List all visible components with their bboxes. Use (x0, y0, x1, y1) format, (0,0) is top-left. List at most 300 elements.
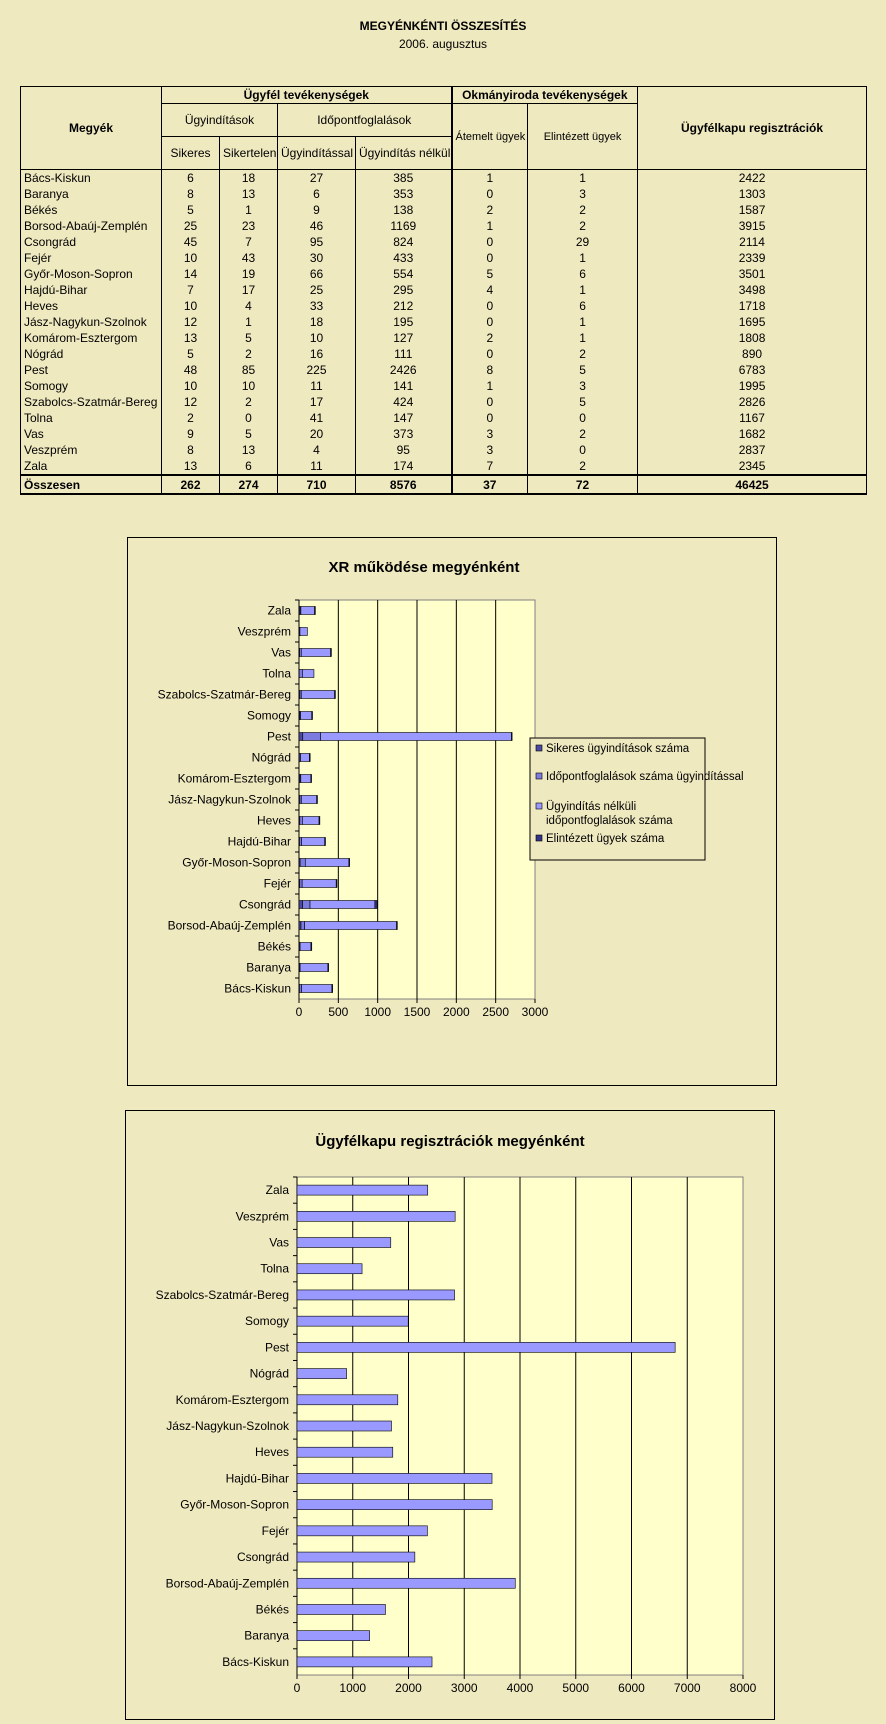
group-ugyfel: Ügyfél tevékenységek (162, 87, 452, 104)
bar-1 (303, 733, 321, 741)
cell-atemelt: 3 (452, 426, 528, 442)
legend-label (546, 771, 744, 783)
xr-chart (127, 537, 777, 1086)
cell-sikertelen: 0 (220, 410, 278, 426)
cell-elintezett: 5 (528, 362, 638, 378)
bar-0 (297, 1395, 398, 1405)
bar-0 (297, 1342, 675, 1352)
bar-0 (299, 901, 303, 909)
y-tick-label: Zala (267, 603, 291, 618)
cell-kapu: 2114 (638, 234, 867, 250)
legend-label: Elintézett ügyek száma (546, 833, 665, 845)
legend-line: időpontfoglalások száma (546, 815, 673, 827)
bar-2 (300, 943, 311, 951)
bar-0 (299, 733, 303, 741)
cell-kapu: 1808 (638, 330, 867, 346)
cell-nelkul: 147 (356, 410, 452, 426)
y-tick-label: Hajdú-Bihar (225, 1471, 289, 1486)
cell-county: Hajdú-Bihar (21, 282, 162, 298)
cell-elintezett: 1 (528, 314, 638, 330)
y-tick-label: Zala (265, 1183, 289, 1198)
cell-ugyinditassal: 95 (278, 234, 356, 250)
table-row (21, 234, 867, 250)
y-tick-label: Győr-Moson-Sopron (182, 855, 291, 870)
col-atemelt: Átemelt ügyek (452, 104, 528, 170)
cell-county: Veszprém (21, 442, 162, 458)
sub-idopont: Időpontfoglalások (278, 104, 452, 137)
cell-kapu: 2422 (638, 170, 867, 187)
cell-kapu: 2339 (638, 250, 867, 266)
legend-label: Sikeres ügyindítások száma (546, 743, 690, 755)
cell-county: Szabolcs-Szatmár-Bereg (21, 394, 162, 410)
total-ugyinditassal: 710 (278, 475, 356, 494)
cell-ugyinditassal: 10 (278, 330, 356, 346)
cell-elintezett: 1 (528, 170, 638, 187)
cell-nelkul: 212 (356, 298, 452, 314)
y-tick-label: Veszprém (235, 1209, 289, 1224)
cell-kapu: 2837 (638, 442, 867, 458)
y-tick-label: Fejér (263, 876, 291, 891)
y-tick-label: Borsod-Abaúj-Zemplén (167, 918, 291, 933)
col-sikertelen: Sikertelen (220, 137, 278, 170)
col-nelkul: Ügyindítás nélkül (356, 137, 452, 170)
bar-3 (375, 901, 377, 909)
bar-1 (300, 859, 305, 867)
cell-sikertelen: 6 (220, 458, 278, 475)
cell-sikertelen: 1 (220, 314, 278, 330)
cell-sikertelen: 5 (220, 330, 278, 346)
kapu-chart (125, 1110, 775, 1720)
bar-1 (299, 670, 302, 678)
cell-atemelt: 0 (452, 410, 528, 426)
cell-nelkul: 353 (356, 186, 452, 202)
cell-elintezett: 6 (528, 266, 638, 282)
legend-swatch (536, 745, 542, 751)
cell-kapu: 2345 (638, 458, 867, 475)
cell-sikertelen: 85 (220, 362, 278, 378)
table-row (21, 362, 867, 378)
y-tick-label: Hajdú-Bihar (227, 834, 291, 849)
cell-sikertelen: 2 (220, 394, 278, 410)
cell-sikertelen: 23 (220, 218, 278, 234)
bar-0 (297, 1316, 408, 1326)
cell-atemelt: 2 (452, 202, 528, 218)
cell-atemelt: 3 (452, 442, 528, 458)
cell-nelkul: 2426 (356, 362, 452, 378)
cell-sikertelen: 2 (220, 346, 278, 362)
cell-elintezett: 5 (528, 394, 638, 410)
bar-3 (336, 880, 337, 888)
y-tick-label: Vas (271, 645, 291, 660)
cell-county: Győr-Moson-Sopron (21, 266, 162, 282)
chart-title: XR működése megyénként (328, 559, 520, 576)
bar-1 (300, 880, 302, 888)
bar-0 (297, 1447, 393, 1457)
summary-table (20, 86, 867, 495)
bar-3 (315, 607, 316, 615)
cell-sikeres: 14 (162, 266, 220, 282)
legend-swatch (536, 835, 542, 841)
cell-atemelt: 0 (452, 346, 528, 362)
y-tick-label: Fejér (261, 1523, 289, 1538)
table-row (21, 266, 867, 282)
cell-atemelt: 1 (452, 170, 528, 187)
total-sikertelen: 274 (220, 475, 278, 494)
cell-atemelt: 0 (452, 186, 528, 202)
x-tick-label: 1000 (364, 1005, 392, 1019)
total-kapu: 46425 (638, 475, 867, 494)
legend-line: Időpontfoglalások száma ügyindítással (546, 771, 744, 783)
bar-0 (297, 1421, 391, 1431)
bar-3 (312, 712, 313, 720)
table-row (21, 330, 867, 346)
bar-2 (302, 838, 325, 846)
y-tick-label: Tolna (262, 666, 291, 681)
cell-elintezett: 1 (528, 282, 638, 298)
cell-nelkul: 174 (356, 458, 452, 475)
cell-county: Borsod-Abaúj-Zemplén (21, 218, 162, 234)
table-row (21, 282, 867, 298)
y-tick-label: Szabolcs-Szatmár-Bereg (155, 1287, 289, 1302)
table-row (21, 218, 867, 234)
y-tick-label: Békés (257, 939, 291, 954)
cell-kapu: 6783 (638, 362, 867, 378)
y-tick-label: Pest (264, 1340, 289, 1355)
cell-sikertelen: 13 (220, 186, 278, 202)
cell-sikertelen: 7 (220, 234, 278, 250)
x-tick-label: 2000 (442, 1005, 470, 1019)
bar-3 (311, 943, 312, 951)
cell-ugyinditassal: 17 (278, 394, 356, 410)
table-row (21, 186, 867, 202)
bar-1 (300, 817, 303, 825)
cell-nelkul: 554 (356, 266, 452, 282)
chart-title: Ügyfélkapu regisztrációk megyénként (315, 1133, 585, 1150)
bar-3 (319, 817, 320, 825)
bar-0 (297, 1369, 347, 1379)
table-row (21, 394, 867, 410)
cell-nelkul: 373 (356, 426, 452, 442)
cell-kapu: 1303 (638, 186, 867, 202)
cell-county: Heves (21, 298, 162, 314)
table-row (21, 410, 867, 426)
bar-2 (301, 649, 330, 657)
bar-1 (301, 922, 305, 930)
cell-nelkul: 195 (356, 314, 452, 330)
bar-3 (511, 733, 512, 741)
y-tick-label: Komárom-Esztergom (175, 1392, 289, 1407)
x-tick-label: 7000 (673, 1681, 701, 1695)
y-tick-label: Szabolcs-Szatmár-Bereg (157, 687, 291, 702)
cell-ugyinditassal: 11 (278, 378, 356, 394)
cell-sikeres: 8 (162, 442, 220, 458)
cell-kapu: 890 (638, 346, 867, 362)
cell-nelkul: 385 (356, 170, 452, 187)
bar-0 (297, 1238, 391, 1248)
bar-3 (349, 859, 350, 867)
x-tick-label: 5000 (562, 1681, 590, 1695)
cell-kapu: 1718 (638, 298, 867, 314)
y-tick-label: Somogy (246, 708, 291, 723)
cell-sikeres: 25 (162, 218, 220, 234)
cell-county: Békés (21, 202, 162, 218)
bar-2 (301, 712, 312, 720)
cell-elintezett: 2 (528, 218, 638, 234)
y-tick-label: Somogy (244, 1314, 289, 1329)
bar-2 (302, 670, 314, 678)
cell-ugyinditassal: 27 (278, 170, 356, 187)
bar-2 (302, 880, 336, 888)
cell-ugyinditassal: 41 (278, 410, 356, 426)
cell-atemelt: 0 (452, 234, 528, 250)
page-subtitle: 2006. augusztus (398, 37, 488, 51)
bar-3 (325, 838, 326, 846)
cell-ugyinditassal: 16 (278, 346, 356, 362)
cell-sikeres: 8 (162, 186, 220, 202)
cell-sikertelen: 1 (220, 202, 278, 218)
cell-kapu: 1995 (638, 378, 867, 394)
cell-atemelt: 0 (452, 314, 528, 330)
y-tick-label: Jász-Nagykun-Szolnok (168, 792, 291, 807)
sub-ugyinditasok: Ügyindítások (162, 104, 278, 137)
cell-elintezett: 6 (528, 298, 638, 314)
cell-nelkul: 111 (356, 346, 452, 362)
cell-ugyinditassal: 6 (278, 186, 356, 202)
cell-ugyinditassal: 66 (278, 266, 356, 282)
cell-kapu: 3498 (638, 282, 867, 298)
total-nelkul: 8576 (356, 475, 452, 494)
y-tick-label: Komárom-Esztergom (177, 771, 291, 786)
cell-atemelt: 7 (452, 458, 528, 475)
table-row (21, 442, 867, 458)
table-row (21, 426, 867, 442)
cell-nelkul: 1169 (356, 218, 452, 234)
cell-elintezett: 3 (528, 378, 638, 394)
cell-ugyinditassal: 20 (278, 426, 356, 442)
bar-0 (297, 1211, 455, 1221)
y-tick-label: Békés (255, 1602, 289, 1617)
table-row (21, 202, 867, 218)
cell-county: Tolna (21, 410, 162, 426)
cell-nelkul: 95 (356, 442, 452, 458)
col-megyek: Megyék (21, 87, 162, 170)
y-tick-label: Baranya (246, 960, 291, 975)
cell-ugyinditassal: 11 (278, 458, 356, 475)
cell-atemelt: 4 (452, 282, 528, 298)
cell-sikeres: 7 (162, 282, 220, 298)
y-tick-label: Heves (256, 813, 291, 828)
x-tick-label: 1500 (403, 1005, 431, 1019)
cell-county: Jász-Nagykun-Szolnok (21, 314, 162, 330)
cell-sikertelen: 17 (220, 282, 278, 298)
cell-sikeres: 2 (162, 410, 220, 426)
legend-line: Ügyindítás nélküli (546, 801, 637, 813)
cell-elintezett: 2 (528, 426, 638, 442)
cell-nelkul: 424 (356, 394, 452, 410)
cell-sikeres: 45 (162, 234, 220, 250)
bar-2 (320, 733, 511, 741)
cell-nelkul: 138 (356, 202, 452, 218)
x-tick-label: 3000 (521, 1005, 549, 1019)
bar-2 (301, 607, 315, 615)
cell-ugyinditassal: 30 (278, 250, 356, 266)
cell-kapu: 3915 (638, 218, 867, 234)
y-tick-label: Bács-Kiskun (224, 981, 291, 996)
y-tick-label: Nógrád (251, 750, 291, 765)
cell-county: Baranya (21, 186, 162, 202)
y-tick-label: Pest (266, 729, 291, 744)
bar-2 (301, 754, 310, 762)
cell-elintezett: 2 (528, 346, 638, 362)
cell-sikeres: 10 (162, 298, 220, 314)
cell-county: Pest (21, 362, 162, 378)
cell-county: Somogy (21, 378, 162, 394)
cell-sikeres: 13 (162, 330, 220, 346)
cell-county: Zala (21, 458, 162, 475)
x-tick-label: 2500 (482, 1005, 510, 1019)
x-tick-label: 500 (328, 1005, 349, 1019)
cell-kapu: 3501 (638, 266, 867, 282)
x-tick-label: 0 (293, 1681, 301, 1695)
cell-atemelt: 1 (452, 218, 528, 234)
cell-county: Nógrád (21, 346, 162, 362)
bar-2 (305, 859, 349, 867)
bar-3 (397, 922, 398, 930)
x-tick-label: 3000 (450, 1681, 478, 1695)
col-kapu: Ügyfélkapu regisztrációk (638, 87, 867, 170)
y-tick-label: Borsod-Abaúj-Zemplén (165, 1576, 289, 1591)
bar-0 (297, 1185, 428, 1195)
table-row (21, 346, 867, 362)
table-row (21, 314, 867, 330)
cell-elintezett: 0 (528, 410, 638, 426)
cell-sikeres: 9 (162, 426, 220, 442)
bar-0 (297, 1578, 515, 1588)
cell-sikertelen: 13 (220, 442, 278, 458)
cell-elintezett: 2 (528, 202, 638, 218)
cell-sikeres: 10 (162, 378, 220, 394)
cell-sikertelen: 18 (220, 170, 278, 187)
cell-elintezett: 29 (528, 234, 638, 250)
bar-3 (311, 775, 312, 783)
cell-elintezett: 1 (528, 330, 638, 346)
total-elintezett: 72 (528, 475, 638, 494)
cell-sikertelen: 43 (220, 250, 278, 266)
bar-2 (300, 628, 307, 636)
cell-county: Vas (21, 426, 162, 442)
cell-elintezett: 0 (528, 442, 638, 458)
bar-0 (297, 1473, 492, 1483)
bar-0 (297, 1631, 370, 1641)
bar-2 (310, 901, 375, 909)
y-tick-label: Csongrád (236, 1550, 289, 1565)
cell-sikeres: 13 (162, 458, 220, 475)
cell-ugyinditassal: 33 (278, 298, 356, 314)
bar-0 (297, 1264, 362, 1274)
cell-sikeres: 5 (162, 202, 220, 218)
cell-atemelt: 0 (452, 394, 528, 410)
cell-elintezett: 2 (528, 458, 638, 475)
col-ugyinditassal: Ügyindítással (278, 137, 356, 170)
cell-ugyinditassal: 4 (278, 442, 356, 458)
x-tick-label: 1000 (339, 1681, 367, 1695)
cell-ugyinditassal: 225 (278, 362, 356, 378)
cell-ugyinditassal: 18 (278, 314, 356, 330)
cell-nelkul: 295 (356, 282, 452, 298)
x-tick-label: 6000 (618, 1681, 645, 1695)
cell-atemelt: 8 (452, 362, 528, 378)
bar-0 (297, 1657, 432, 1667)
bar-3 (331, 649, 332, 657)
cell-nelkul: 433 (356, 250, 452, 266)
xr-chart-svg (128, 538, 776, 1085)
cell-county: Fejér (21, 250, 162, 266)
bar-2 (305, 922, 397, 930)
cell-sikertelen: 10 (220, 378, 278, 394)
legend-swatch (536, 773, 542, 779)
y-tick-label: Vas (269, 1235, 289, 1250)
cell-elintezett: 1 (528, 250, 638, 266)
total-atemelt: 37 (452, 475, 528, 494)
bar-3 (309, 754, 310, 762)
col-elintezett: Elintézett ügyek (528, 104, 638, 170)
bar-2 (301, 796, 316, 804)
cell-nelkul: 141 (356, 378, 452, 394)
total-sikeres: 262 (162, 475, 220, 494)
total-county: Összesen (21, 475, 162, 494)
cell-county: Bács-Kiskun (21, 170, 162, 187)
y-tick-label: Veszprém (237, 624, 291, 639)
cell-sikertelen: 4 (220, 298, 278, 314)
group-okmany: Okmányiroda tevékenységek (452, 87, 638, 104)
table-row (21, 170, 867, 187)
cell-kapu: 1682 (638, 426, 867, 442)
table-row (21, 378, 867, 394)
bar-0 (297, 1526, 427, 1536)
table-row (21, 458, 867, 475)
cell-elintezett: 3 (528, 186, 638, 202)
y-tick-label: Nógrád (249, 1366, 289, 1381)
y-tick-label: Győr-Moson-Sopron (180, 1497, 289, 1512)
cell-sikeres: 6 (162, 170, 220, 187)
bar-2 (300, 964, 328, 972)
y-tick-label: Bács-Kiskun (222, 1654, 289, 1669)
bar-0 (297, 1290, 455, 1300)
bar-3 (335, 691, 336, 699)
cell-nelkul: 824 (356, 234, 452, 250)
cell-ugyinditassal: 9 (278, 202, 356, 218)
bar-0 (297, 1604, 385, 1614)
bar-2 (302, 985, 332, 993)
bar-3 (328, 964, 329, 972)
cell-kapu: 1587 (638, 202, 867, 218)
cell-county: Komárom-Esztergom (21, 330, 162, 346)
cell-ugyinditassal: 25 (278, 282, 356, 298)
cell-sikeres: 10 (162, 250, 220, 266)
cell-sikertelen: 5 (220, 426, 278, 442)
y-tick-label: Csongrád (238, 897, 291, 912)
x-tick-label: 8000 (729, 1681, 757, 1695)
y-tick-label: Heves (254, 1445, 289, 1460)
cell-kapu: 1167 (638, 410, 867, 426)
cell-atemelt: 5 (452, 266, 528, 282)
bar-0 (297, 1500, 492, 1510)
cell-atemelt: 0 (452, 298, 528, 314)
bar-3 (332, 985, 333, 993)
cell-sikeres: 12 (162, 314, 220, 330)
cell-sikeres: 5 (162, 346, 220, 362)
cell-county: Csongrád (21, 234, 162, 250)
